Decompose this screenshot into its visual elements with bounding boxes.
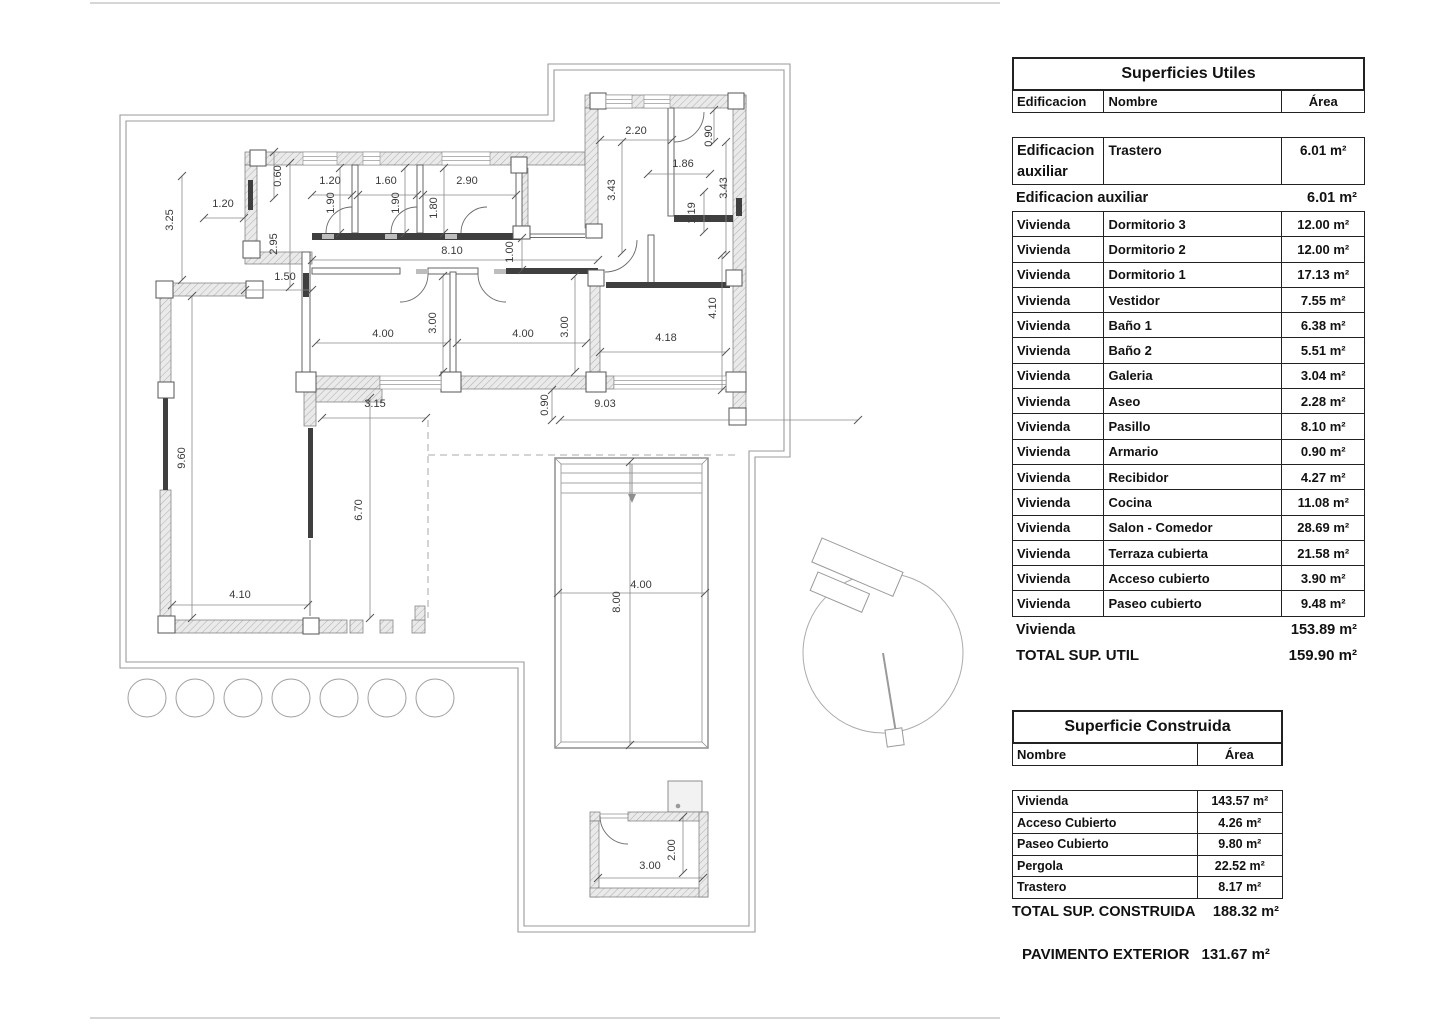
total-value: 188.32 m² (1212, 903, 1279, 920)
table-row (1012, 465, 1365, 490)
table-row (1012, 490, 1365, 515)
partition-walls (302, 108, 677, 392)
subtotal-label: Edificacion auxiliar (1016, 190, 1149, 206)
table-cell: 12.00 m² (1297, 241, 1350, 257)
table-cell: Vivienda (1013, 313, 1104, 337)
column-header-nombre: Nombre (1013, 744, 1198, 765)
table-row (1012, 237, 1365, 262)
table-cell: Acceso Cubierto (1013, 813, 1198, 834)
table-cell: Paseo Cubierto (1013, 834, 1198, 855)
dimension-label: 4.10 (229, 589, 251, 601)
table-cell: Vivienda (1013, 338, 1104, 362)
table-cell: Vivienda (1013, 791, 1198, 812)
table-body (1012, 211, 1365, 617)
table-cell: Vivienda (1013, 263, 1104, 287)
swimming-pool (555, 458, 708, 748)
subtotal-auxiliar (1012, 185, 1365, 211)
table-row (1012, 877, 1283, 899)
table-cell: Salon - Comedor (1104, 516, 1283, 540)
table-cell: 22.52 m² (1214, 858, 1265, 873)
table-cell: Paseo cubierto (1104, 591, 1283, 615)
pergola-planks (810, 538, 903, 612)
table-header (1012, 744, 1283, 766)
table-cell: Acceso cubierto (1104, 566, 1283, 590)
table-title: Superficies Utiles (1012, 57, 1365, 91)
table-row (1012, 364, 1365, 389)
table-cell: Vivienda (1013, 516, 1104, 540)
table-row (1012, 541, 1365, 566)
dimension-label: 3.25 (164, 209, 176, 231)
table-row (1012, 263, 1365, 288)
table-cell: 9.80 m² (1218, 837, 1262, 852)
table-cell: Trastero (1013, 877, 1198, 898)
glass-wall (310, 234, 585, 616)
tree (803, 538, 963, 747)
dimension-label: 2.20 (625, 125, 647, 137)
dimension-label: 9.60 (176, 447, 188, 469)
total-label: TOTAL SUP. CONSTRUIDA (1012, 903, 1196, 920)
cell-edificacion: Edificacion auxiliar (1013, 138, 1104, 184)
subtotal-label: Vivienda (1016, 621, 1076, 638)
table-row (1012, 288, 1365, 313)
table-cell: Pasillo (1104, 414, 1283, 438)
dimension-label: 1.86 (672, 158, 694, 170)
dimension-label: 1.19 (686, 202, 698, 224)
table-row (1012, 212, 1365, 237)
dimension-label: 2.00 (666, 839, 678, 861)
table-row (1012, 791, 1283, 813)
table-row (1012, 313, 1365, 338)
cell-nombre: Trastero (1104, 138, 1283, 184)
table-cell: 28.69 m² (1297, 520, 1350, 536)
table-cell: Aseo (1104, 389, 1283, 413)
pavimento-value: 131.67 m² (1201, 945, 1270, 963)
pavimento-exterior (1012, 946, 1283, 963)
table-cell: Galeria (1104, 364, 1283, 388)
total-sup-util (1012, 643, 1365, 669)
superficie-construida-table (1012, 710, 1283, 963)
table-title: Superficie Construida (1012, 710, 1283, 744)
table-cell: 9.48 m² (1300, 596, 1346, 612)
table-cell: Vivienda (1013, 212, 1104, 236)
dimension-label: 3.15 (364, 398, 386, 410)
dimension-lines (168, 106, 862, 882)
table-cell: Vivienda (1013, 237, 1104, 261)
table-cell: Vivienda (1013, 465, 1104, 489)
dimension-label: 6.70 (353, 499, 365, 521)
dimension-label: 3.43 (718, 177, 730, 199)
dimension-label: 1.20 (212, 198, 234, 210)
table-row (1012, 813, 1283, 835)
dimension-label: 1.60 (375, 175, 397, 187)
cell-area: 6.01 m² (1299, 143, 1347, 158)
dimension-label: 4.00 (630, 579, 652, 591)
dimension-label: 0.90 (703, 125, 715, 147)
dimension-label: 1.50 (274, 271, 296, 283)
dimension-label: 3.00 (427, 312, 439, 334)
table-cell: 4.26 m² (1218, 815, 1262, 830)
dimension-label: 0.90 (539, 394, 551, 416)
table-body (1012, 790, 1283, 899)
superficies-utiles-table (1012, 57, 1365, 669)
dimension-label: 1.80 (428, 197, 440, 219)
table-cell: 0.90 m² (1300, 444, 1346, 460)
table-cell: Recibidor (1104, 465, 1283, 489)
table-cell: 143.57 m² (1211, 794, 1269, 809)
table-cell: Dormitorio 3 (1104, 212, 1283, 236)
table-row-auxiliar (1012, 137, 1365, 185)
table-row (1012, 834, 1283, 856)
table-cell: Vivienda (1013, 288, 1104, 312)
hedge-circles (128, 679, 454, 717)
table-row (1012, 389, 1365, 414)
dimension-label: 8.10 (441, 245, 463, 257)
table-cell: Vivienda (1013, 541, 1104, 565)
subtotal-vivienda (1012, 617, 1365, 643)
table-cell: Vivienda (1013, 389, 1104, 413)
dimension-label: 1.20 (319, 175, 341, 187)
table-cell: 5.51 m² (1300, 343, 1346, 359)
table-cell: Baño 2 (1104, 338, 1283, 362)
table-cell: Vivienda (1013, 490, 1104, 514)
dimension-label: 9.03 (594, 398, 616, 410)
table-cell: Vivienda (1013, 591, 1104, 615)
table-cell: 4.27 m² (1300, 469, 1346, 485)
dimension-label: 4.10 (707, 297, 719, 319)
dimension-label: 8.00 (611, 591, 623, 613)
table-cell: Vivienda (1013, 364, 1104, 388)
column-header-nombre: Nombre (1104, 91, 1283, 112)
dimension-label: 1.90 (325, 192, 337, 214)
table-row (1012, 440, 1365, 465)
table-cell: 21.58 m² (1297, 545, 1350, 561)
dimension-label: 3.00 (639, 860, 661, 872)
dimension-label: 3.00 (559, 316, 571, 338)
table-cell: Baño 1 (1104, 313, 1283, 337)
total-value: 159.90 m² (1288, 647, 1357, 665)
table-cell: 8.10 m² (1300, 419, 1346, 435)
table-cell: 8.17 m² (1218, 880, 1262, 895)
table-row (1012, 516, 1365, 541)
dimension-label: 4.00 (372, 328, 394, 340)
dimension-label: 4.18 (655, 332, 677, 344)
table-cell: 3.90 m² (1300, 570, 1346, 586)
table-row (1012, 591, 1365, 616)
table-cell: Cocina (1104, 490, 1283, 514)
subtotal-value: 6.01 m² (1307, 190, 1357, 206)
table-cell: 7.55 m² (1300, 292, 1346, 308)
total-sup-construida (1012, 904, 1283, 920)
table-cell: Armario (1104, 440, 1283, 464)
pavimento-label: PAVIMENTO EXTERIOR (1022, 945, 1190, 963)
table-cell: 17.13 m² (1297, 267, 1350, 283)
table-cell: 11.08 m² (1297, 494, 1349, 510)
dimension-label: 0.60 (272, 165, 284, 187)
table-cell: 12.00 m² (1297, 216, 1350, 232)
column-header-edificacion: Edificacion (1013, 91, 1104, 112)
table-header (1012, 91, 1365, 113)
table-row (1012, 566, 1365, 591)
dimension-label: 1.90 (390, 192, 402, 214)
dimension-label: 2.90 (456, 175, 478, 187)
table-cell: Terraza cubierta (1104, 541, 1283, 565)
table-cell: Vivienda (1013, 440, 1104, 464)
table-row (1012, 414, 1365, 439)
table-cell: Vivienda (1013, 414, 1104, 438)
column-header-area: Área (1198, 744, 1282, 765)
table-row (1012, 338, 1365, 363)
table-cell: 2.28 m² (1300, 393, 1346, 409)
dimension-label: 3.43 (606, 179, 618, 201)
column-header-area: Área (1308, 94, 1338, 109)
table-cell: 6.38 m² (1300, 317, 1346, 333)
table-cell: 3.04 m² (1300, 368, 1346, 384)
dimension-label: 4.00 (512, 328, 534, 340)
total-label: TOTAL SUP. UTIL (1016, 647, 1140, 665)
dimension-label: 1.00 (504, 241, 516, 263)
table-cell: Dormitorio 2 (1104, 237, 1283, 261)
subtotal-value: 153.89 m² (1290, 621, 1357, 638)
table-row (1012, 856, 1283, 878)
table-cell: Dormitorio 1 (1104, 263, 1283, 287)
table-cell: Pergola (1013, 856, 1198, 877)
dimension-label: 2.95 (268, 233, 280, 255)
table-cell: Vivienda (1013, 566, 1104, 590)
table-cell: Vestidor (1104, 288, 1283, 312)
